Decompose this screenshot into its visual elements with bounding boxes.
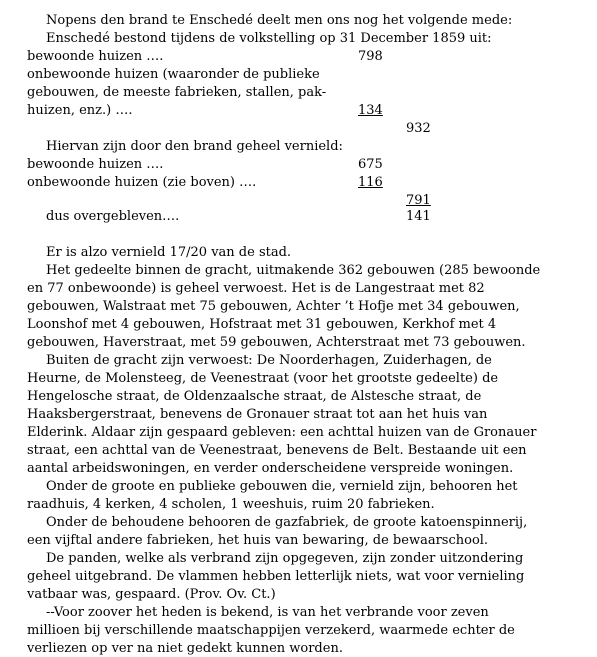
- row-destroyed-uninhabited-label: onbewoonde huizen (zie boven) ….: [27, 175, 257, 190]
- remaining-value: 141: [406, 209, 431, 224]
- paragraph-2-line-2: en 77 onbewoonde) is geheel verwoest. Het is de Langestraat met 82: [27, 281, 485, 296]
- paragraph-6-line-2: geheel uitgebrand. De vlammen hebben letterlijk niets, wat voor vernieling: [27, 569, 525, 584]
- row-destroyed-inhabited-label: bewoonde huizen ….: [27, 157, 164, 172]
- paragraph-3-line-7: aantal arbeidswoningen, en verder onderscheidene verspreide woningen.: [27, 461, 514, 476]
- total-destroyed: 791: [406, 193, 431, 208]
- intro-line-1: Nopens den brand te Enschedé deelt men ons nog het volgende mede:: [46, 13, 513, 28]
- paragraph-2-line-3: gebouwen, Walstraat met 75 gebouwen, Achter ’t Hofje met 34 gebouwen,: [27, 299, 520, 314]
- paragraph-1-line-1: Er is alzo vernield 17/20 van de stad.: [46, 245, 292, 260]
- paragraph-2-line-1: Het gedeelte binnen de gracht, uitmakende 362 gebouwen (285 bewoonde: [46, 263, 541, 278]
- row-inhabited-label: bewoonde huizen ….: [27, 49, 164, 64]
- paragraph-4-line-1: Onder de groote en publieke gebouwen die, vernield zijn, behooren het: [46, 479, 518, 494]
- paragraph-3-line-5: Elderink. Aldaar zijn gespaard gebleven: een achttal huizen van de Gronauer: [27, 425, 537, 440]
- row-uninhabited-value: 134: [358, 103, 383, 118]
- total-houses: 932: [406, 121, 431, 136]
- paragraph-3-line-4: Haaksbergerstraat, benevens de Gronauer straat tot aan het huis van: [27, 407, 488, 422]
- row-destroyed-uninhabited-value: 116: [358, 175, 383, 190]
- paragraph-7-line-2: millioen bij verschillende maatschappijen verzekerd, waarmede echter de: [27, 623, 515, 638]
- row-uninhabited-label-b: gebouwen, de meeste fabrieken, stallen, pak-: [27, 85, 327, 100]
- paragraph-2-line-5: gebouwen, Haverstraat, met 59 gebouwen, Achterstraat met 73 gebouwen.: [27, 335, 526, 350]
- row-destroyed-inhabited-value: 675: [358, 157, 383, 172]
- paragraph-5-line-2: een vijftal andere fabrieken, het huis van bewaring, de bewaarschool.: [27, 533, 489, 548]
- row-inhabited-value: 798: [358, 49, 383, 64]
- paragraph-6-line-3: vatbaar was, gespaard. (Prov. Ov. Ct.): [27, 587, 276, 602]
- intro-line-2: Enschedé bestond tijdens de volkstelling op 31 December 1859 uit:: [46, 31, 492, 46]
- paragraph-3-line-3: Hengelosche straat, de Oldenzaalsche straat, de Alstesche straat, de: [27, 389, 482, 404]
- paragraph-7-line-3: verliezen op ver na niet gedekt kunnen worden.: [27, 641, 343, 656]
- row-uninhabited-label-a: onbewoonde huizen (waaronder de publieke: [27, 67, 320, 82]
- remaining-label: dus overgebleven….: [46, 209, 180, 224]
- paragraph-4-line-2: raadhuis, 4 kerken, 4 scholen, 1 weeshuis, ruim 20 fabrieken.: [27, 497, 435, 512]
- paragraph-7-line-1: --Voor zoover het heden is bekend, is van het verbrande voor zeven: [46, 605, 489, 620]
- paragraph-2-line-4: Loonshof met 4 gebouwen, Hofstraat met 31 gebouwen, Kerkhof met 4: [27, 317, 497, 332]
- paragraph-3-line-2: Heurne, de Molensteeg, de Veenestraat (voor het grootste gedeelte) de: [27, 371, 499, 386]
- paragraph-5-line-1: Onder de behoudene behooren de gazfabriek, de groote katoenspinnerij,: [46, 515, 528, 530]
- paragraph-3-line-1: Buiten de gracht zijn verwoest: De Noorderhagen, Zuiderhagen, de: [46, 353, 492, 368]
- paragraph-6-line-1: De panden, welke als verbrand zijn opgegeven, zijn zonder uitzondering: [46, 551, 524, 566]
- destroyed-heading: Hiervan zijn door den brand geheel vernield:: [46, 139, 343, 154]
- row-uninhabited-label-c: huizen, enz.) ….: [27, 103, 133, 118]
- paragraph-3-line-6: straat, een achttal van de Veenestraat, benevens de Belt. Bestaande uit een: [27, 443, 527, 458]
